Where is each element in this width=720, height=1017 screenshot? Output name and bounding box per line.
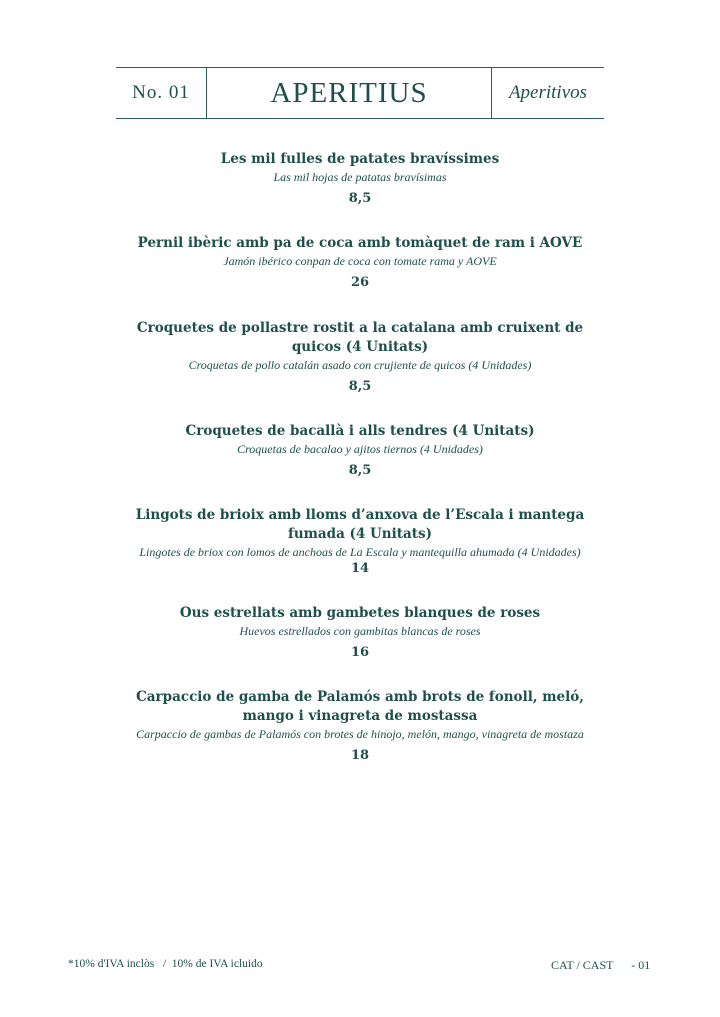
item-description: Croquetas de bacalao y ajitos tiernos (4 Unidades) bbox=[237, 442, 483, 456]
item-description: Las mil hojas de patatas bravísimas bbox=[273, 170, 447, 184]
menu-item bbox=[110, 234, 610, 292]
item-name: Pernil ibèric amb pa de coca amb tomàquet de ram i AOVE bbox=[137, 235, 583, 251]
menu-item bbox=[110, 319, 610, 396]
section-header bbox=[116, 67, 604, 119]
item-name: Ous estrellats amb gambetes blanques de roses bbox=[179, 605, 541, 621]
menu-item bbox=[110, 506, 610, 578]
item-price: 8,5 bbox=[348, 191, 372, 206]
section-number: No. 01 bbox=[116, 68, 207, 118]
item-price: 16 bbox=[350, 645, 370, 660]
item-price: 14 bbox=[350, 561, 370, 576]
item-description: Jamón ibérico conpan de coca con tomate rama y AOVE bbox=[223, 254, 497, 268]
item-price: 26 bbox=[350, 275, 370, 290]
item-price: 18 bbox=[350, 748, 370, 763]
item-description: Croquetas de pollo catalán asado con crujiente de quicos (4 Unidades) bbox=[188, 358, 532, 372]
menu-items-list bbox=[110, 150, 610, 765]
item-name: Croquetes de pollastre rostit a la catalana amb cruixent de quicos (4 Unitats) bbox=[136, 320, 584, 355]
item-description: Huevos estrellados con gambitas blancas de roses bbox=[239, 624, 481, 638]
item-name: Les mil fulles de patates bravíssimes bbox=[220, 151, 500, 167]
footer-right bbox=[551, 958, 650, 973]
section-title: APERITIUS bbox=[270, 76, 428, 109]
section-subtitle: Aperitivos bbox=[491, 68, 604, 118]
menu-item bbox=[110, 688, 610, 765]
menu-item bbox=[110, 604, 610, 662]
menu-item bbox=[110, 150, 610, 208]
item-description: Carpaccio de gambas de Palamós con brotes de hinojo, melón, mango, vinagreta de mostaza bbox=[136, 727, 584, 741]
item-price: 8,5 bbox=[348, 463, 372, 478]
menu-item bbox=[110, 422, 610, 480]
page-number: - 01 bbox=[631, 958, 651, 972]
item-description: Lingotes de briox con lomos de anchoas de La Escala y mantequilla ahumada (4 Unidades) bbox=[139, 545, 581, 559]
tax-note: *10% d'IVA inclòs / 10% de IVA icluido bbox=[68, 958, 263, 970]
item-name: Lingots de brioix amb lloms d’anxova de l’Escala i mantega fumada (4 Unitats) bbox=[135, 507, 585, 542]
item-name: Croquetes de bacallà i alls tendres (4 Unitats) bbox=[185, 423, 535, 439]
item-name: Carpaccio de gamba de Palamós amb brots de fonoll, meló, mango i vinagreta de mostassa bbox=[136, 689, 584, 724]
item-price: 8,5 bbox=[348, 379, 372, 394]
language-label: CAT / CAST bbox=[551, 958, 614, 972]
